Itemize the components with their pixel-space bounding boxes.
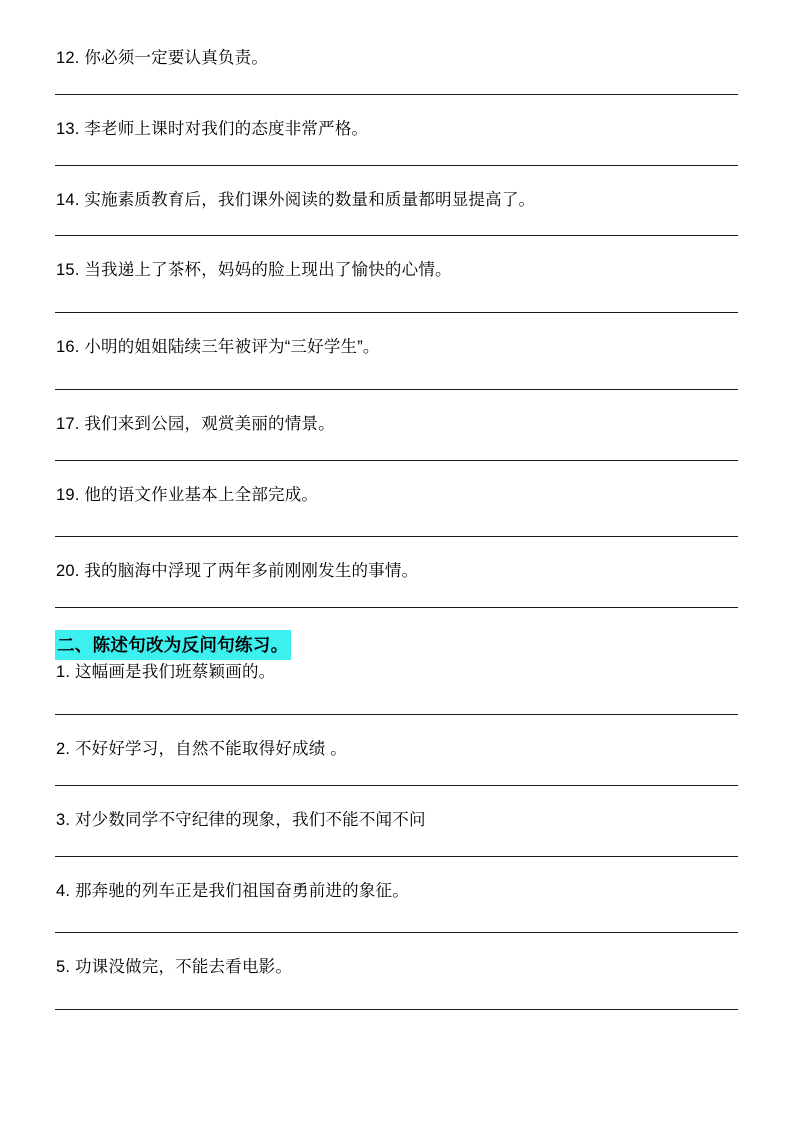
- exercise-item: [55, 117, 738, 188]
- spacer: [55, 903, 738, 932]
- spacer: [55, 283, 738, 312]
- spacer: [55, 584, 738, 607]
- exercise-item: [55, 737, 738, 808]
- exercise-item: [55, 258, 738, 335]
- exercise-text: 13. 李老师上课时对我们的态度非常严格。: [56, 119, 369, 138]
- exercise-text: 5. 功课没做完，不能去看电影。: [56, 958, 293, 977]
- spacer: [55, 537, 738, 559]
- spacer: [55, 390, 738, 412]
- spacer: [55, 833, 738, 856]
- exercise-text: 16. 小明的姐姐陆续三年被评为“三好学生”。: [56, 338, 380, 356]
- spacer: [55, 166, 738, 188]
- spacer: [55, 685, 738, 714]
- spacer: [55, 71, 738, 94]
- section-heading-row: [55, 630, 738, 660]
- spacer: [55, 142, 738, 165]
- spacer: [55, 461, 738, 483]
- exercise-item: [55, 412, 738, 483]
- section-heading: 二、陈述句改为反问句练习。: [55, 630, 291, 660]
- exercise-text: 17. 我们来到公园，观赏美丽的情景。: [56, 414, 335, 433]
- exercise-item: [55, 879, 738, 956]
- exercise-text: 12. 你必须一定要认真负责。: [56, 49, 269, 67]
- exercise-text: 4. 那奔驰的列车正是我们祖国奋勇前进的象征。: [56, 881, 409, 900]
- spacer: [55, 360, 738, 389]
- spacer: [55, 236, 738, 258]
- exercise-item: [55, 808, 738, 879]
- exercise-item: [55, 46, 738, 117]
- exercise-text: 19. 他的语文作业基本上全部完成。: [56, 485, 319, 504]
- exercise-item: [55, 559, 738, 630]
- spacer: [55, 857, 738, 879]
- exercise-list-part-one: [55, 46, 738, 630]
- exercise-text: 1. 这幅画是我们班蔡颖画的。: [56, 663, 276, 682]
- exercise-item: [55, 335, 738, 412]
- spacer: [55, 980, 738, 1009]
- spacer: [55, 762, 738, 785]
- exercise-text: 15. 当我递上了茶杯，妈妈的脸上现出了愉快的心情。: [56, 261, 452, 280]
- spacer: [55, 786, 738, 808]
- spacer: [55, 608, 738, 630]
- exercise-text: 2. 不好好学习，自然不能取得好成绩 。: [56, 740, 347, 758]
- spacer: [55, 313, 738, 335]
- spacer: [55, 507, 738, 536]
- spacer: [55, 95, 738, 117]
- spacer: [55, 715, 738, 737]
- answer-line: [55, 1009, 738, 1010]
- spacer: [55, 212, 738, 235]
- exercise-item: [55, 660, 738, 737]
- spacer: [55, 933, 738, 955]
- exercise-item: [55, 483, 738, 560]
- exercise-text: 3. 对少数同学不守纪律的现象，我们不能不闻不问: [56, 810, 426, 829]
- exercise-text: 20. 我的脑海中浮现了两年多前刚刚发生的事情。: [56, 562, 419, 581]
- exercise-text: 14. 实施素质教育后，我们课外阅读的数量和质量都明显提高了。: [56, 190, 536, 209]
- exercise-list-part-two: [55, 660, 738, 1010]
- exercise-item: [55, 188, 738, 259]
- spacer: [55, 437, 738, 460]
- exercise-item: [55, 955, 738, 1010]
